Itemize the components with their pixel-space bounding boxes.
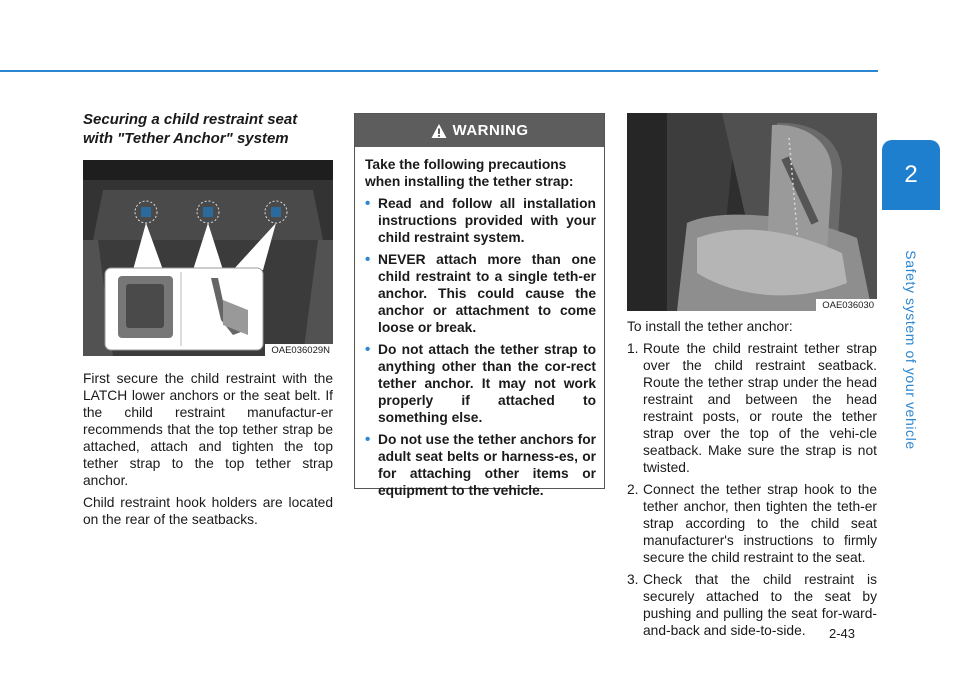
section-title (83, 110, 333, 148)
header-rule (0, 70, 878, 72)
section-title-line-2: with "Tether Anchor" system (83, 130, 289, 147)
figure-child-seat (627, 113, 877, 311)
figure-caption: OAE036029N (265, 344, 333, 356)
steps-list (627, 340, 877, 639)
warning-box (354, 113, 605, 498)
list-item: • NEVER attach more than one child restraint to a single teth-er anchor. This could cause the anchor or attachment to come loose or break. (365, 251, 596, 336)
figure-tether-anchors (83, 160, 333, 356)
step-text: Connect the tether strap hook to the tether anchor, then tighten the teth-er strap according to the child seat manufacturer's instructions to firmly secure the child restraint to the seat. (643, 482, 877, 565)
column-left (83, 110, 333, 528)
list-item (627, 481, 877, 566)
warning-intro: Take the following precautions when installing the tether strap: (365, 157, 574, 189)
inset-label: TOP TETHER (121, 340, 153, 346)
list-item: • Do not attach the tether strap to anything other than the cor-rect tether anchor. It may not work properly if attached to something else. (365, 341, 596, 426)
paragraph: First secure the child restraint with the LATCH lower anchors or the seat belt. If the child restraint manufactur-er recommends that the top tether strap be attached, attach and tighten the top tether strap to the top tether strap anchor. (83, 371, 333, 488)
figure-caption: OAE036030 (816, 299, 877, 311)
chapter-label: Safety system of your vehicle (903, 250, 919, 450)
warning-heading: WARNING (452, 122, 529, 139)
intro-text (83, 370, 333, 528)
step-number: 1. (627, 341, 639, 356)
step-number: 2. (627, 482, 639, 497)
list-item (627, 340, 877, 476)
warning-triangle-icon (431, 123, 447, 139)
list-item: • Read and follow all installation instructions provided with your child restraint system. (365, 195, 596, 246)
step-number: 3. (627, 572, 639, 587)
page-number: 2-43 (829, 626, 856, 641)
chapter-number: 2 (882, 140, 940, 210)
cargo-area-illustration (83, 160, 333, 356)
steps-intro: To install the tether anchor: (627, 319, 793, 334)
chapter-tab[interactable] (882, 140, 940, 560)
warning-list (365, 195, 596, 499)
chapter-label-container (882, 210, 940, 550)
step-text: Check that the child restraint is securely attached to the seat by pushing and pulling the seat for-ward-and-back and side-to-side. (643, 572, 877, 638)
child-seat-illustration (627, 113, 877, 311)
warning-body (355, 147, 604, 499)
column-right (627, 113, 877, 644)
paragraph: Child restraint hook holders are located on the rear of the seatbacks. (83, 495, 333, 527)
section-title-line-1: Securing a child restraint seat (83, 111, 298, 128)
warning-header (355, 114, 604, 147)
step-text: Route the child restraint tether strap over the child restraint seatback. Route the tether strap under the head restraint and between the head restraint posts, or route the tether strap over the top of the vehi-cle seatback. Make sure the strap is not twisted. (643, 341, 877, 475)
list-item: • Do not use the tether anchors for adult seat belts or harness-es, or for attaching other items or equipment to the vehicle. (365, 431, 596, 499)
